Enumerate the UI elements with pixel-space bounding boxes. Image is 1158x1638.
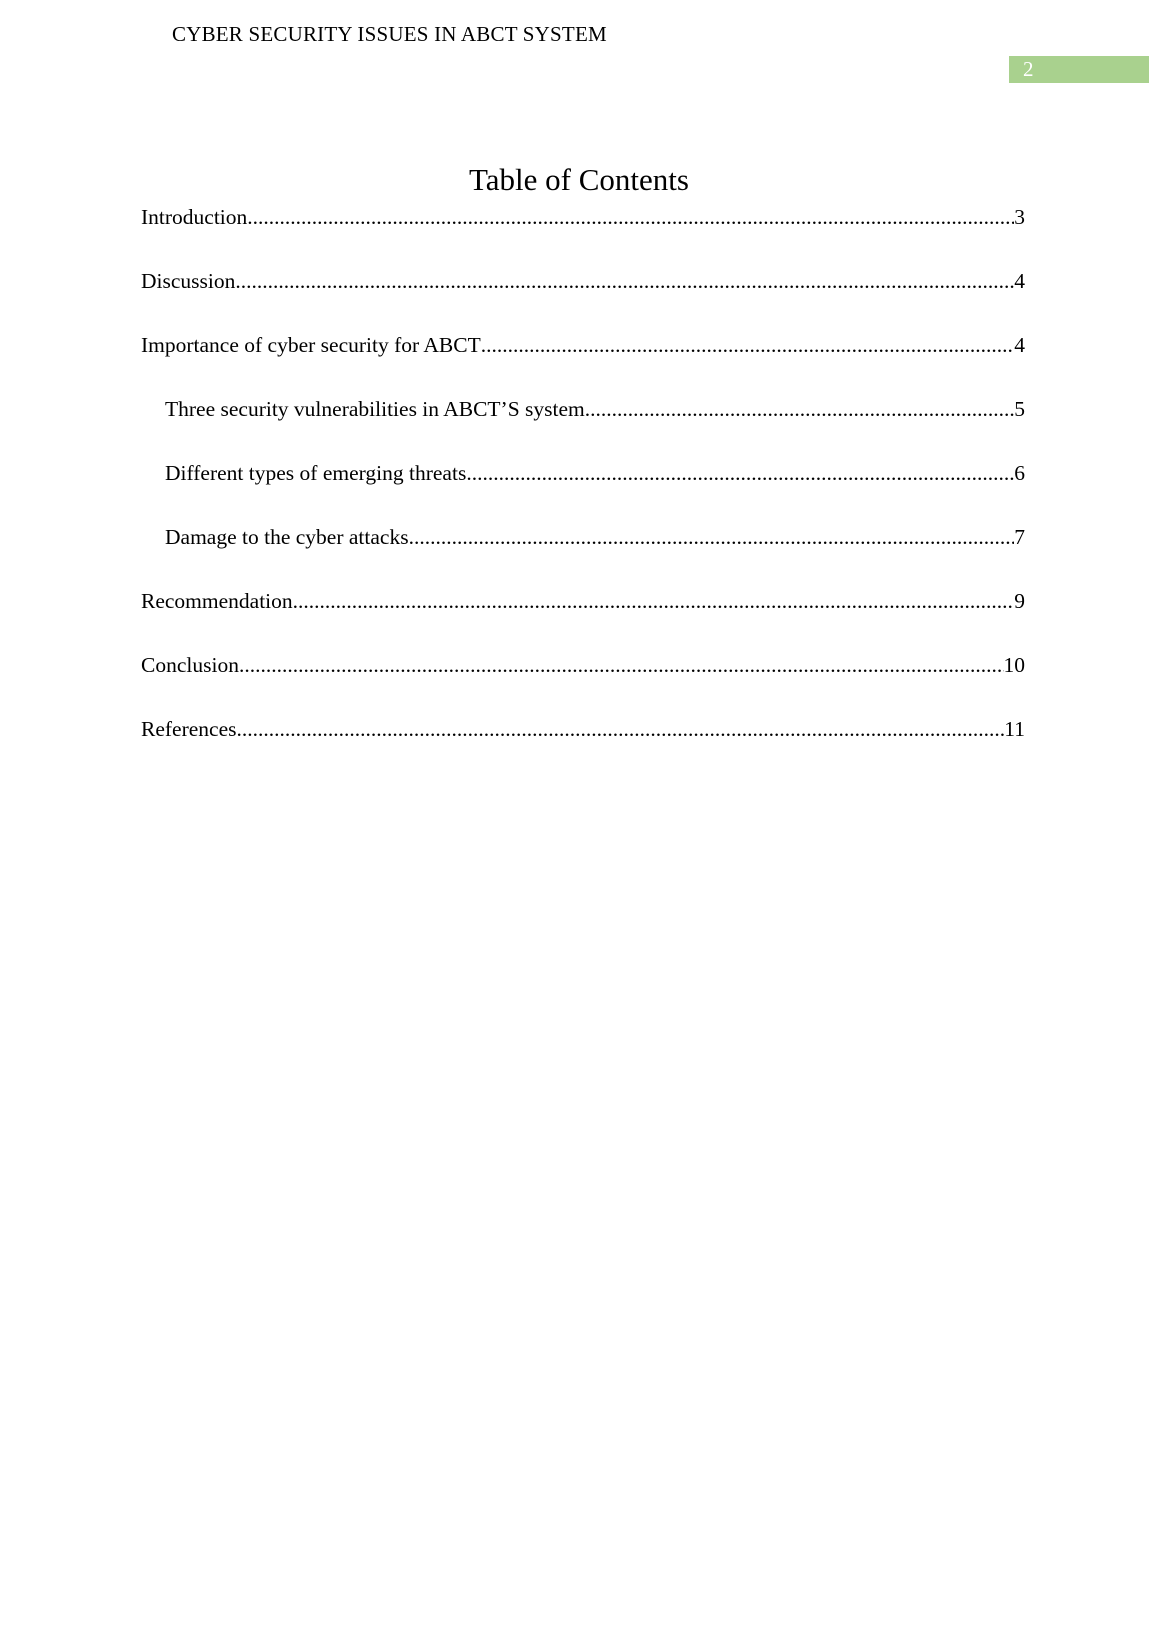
toc-dot-leader: [235, 264, 1014, 298]
toc-dot-leader: [585, 392, 1014, 426]
toc-entry-emerging-threats[interactable]: [141, 456, 1025, 520]
toc-entry-importance-of-cyber-security[interactable]: [141, 328, 1025, 392]
toc-entry-page: 3: [1014, 205, 1025, 229]
toc-entry-label: Conclusion: [141, 653, 239, 677]
toc-dot-leader: [237, 712, 1005, 746]
toc-dot-leader: [481, 328, 1015, 362]
toc-entry-page: 9: [1014, 589, 1025, 613]
toc-entry-security-vulnerabilities[interactable]: [141, 392, 1025, 456]
toc-entry-label: References: [141, 717, 237, 741]
toc-entry-label: Discussion: [141, 269, 236, 293]
toc-entry-introduction[interactable]: [141, 200, 1025, 264]
running-header: CYBER SECURITY ISSUES IN ABCT SYSTEM: [172, 22, 607, 46]
toc-entry-damage-cyber-attacks[interactable]: [141, 520, 1025, 584]
page-number-badge: 2: [1009, 56, 1149, 83]
toc-entry-label: Three security vulnerabilities in ABCT’S system: [165, 397, 585, 421]
toc-entry-label: Importance of cyber security for ABCT: [141, 333, 481, 357]
toc-entry-page: 4: [1014, 269, 1025, 293]
toc-entry-references[interactable]: [141, 712, 1025, 776]
toc-entry-conclusion[interactable]: [141, 648, 1025, 712]
toc-entry-page: 5: [1014, 397, 1025, 421]
toc-dot-leader: [409, 520, 1015, 554]
toc-entry-page: 7: [1014, 525, 1025, 549]
toc-entry-label: Different types of emerging threats: [165, 461, 467, 485]
table-of-contents: [141, 200, 1025, 776]
toc-dot-leader: [247, 200, 1014, 234]
toc-entry-label: Recommendation: [141, 589, 293, 613]
toc-dot-leader: [293, 584, 1015, 618]
toc-dot-leader: [239, 648, 1004, 682]
toc-dot-leader: [466, 456, 1014, 490]
toc-entry-recommendation[interactable]: [141, 584, 1025, 648]
toc-entry-page: 6: [1014, 461, 1025, 485]
toc-entry-discussion[interactable]: [141, 264, 1025, 328]
toc-title: Table of Contents: [469, 162, 689, 197]
toc-entry-page: 10: [1003, 653, 1025, 677]
toc-entry-page: 4: [1014, 333, 1025, 357]
toc-entry-label: Damage to the cyber attacks: [165, 525, 409, 549]
toc-entry-page: 11: [1004, 717, 1025, 741]
toc-entry-label: Introduction: [141, 205, 248, 229]
